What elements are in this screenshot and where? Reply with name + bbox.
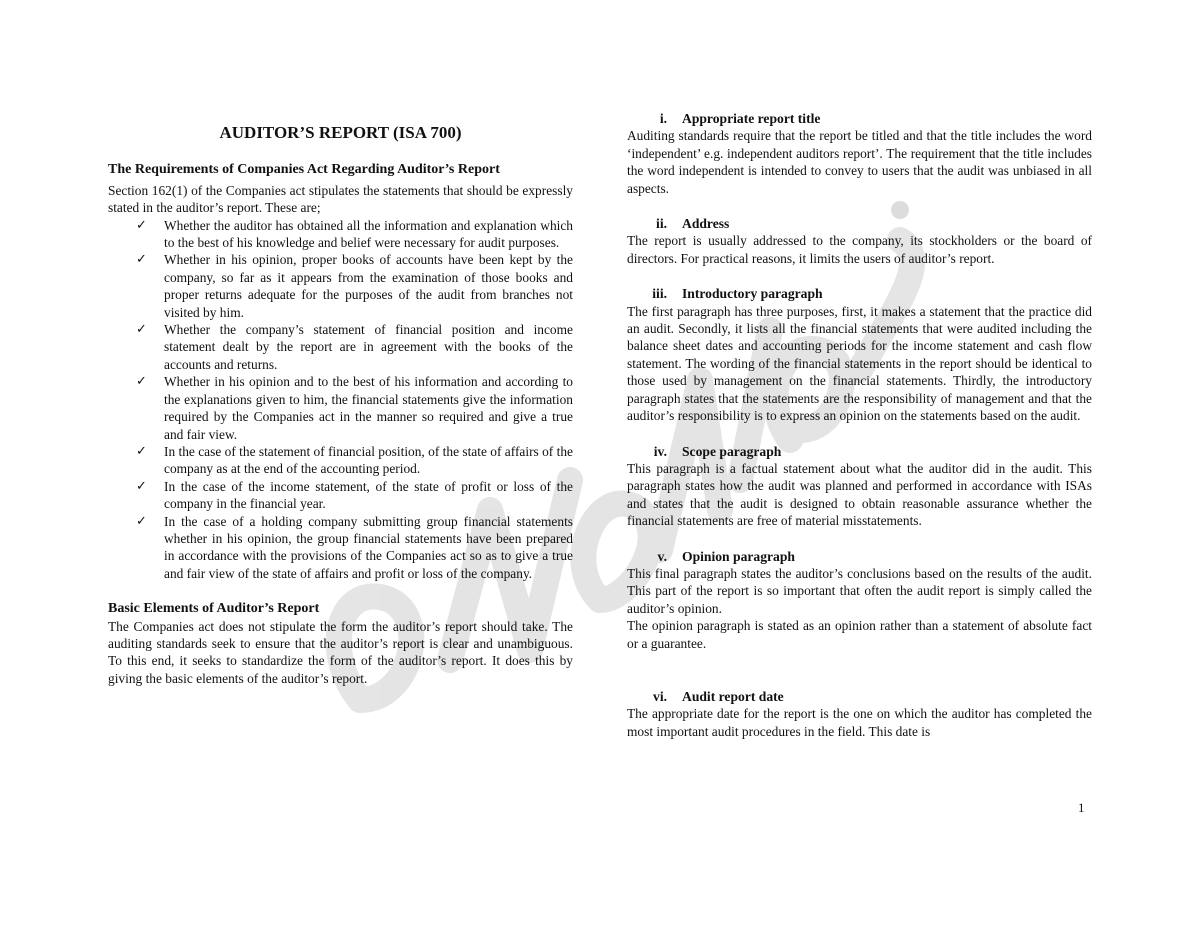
- checkmark-icon: ✓: [136, 252, 147, 268]
- section-text-basic-elements: The Companies act does not stipulate the form the auditor’s report should take. The auditing standards seek to ensure that the auditor’s report is clear and unambiguous. To this end, it seeks to standardize the form of the auditor’s report. It does this by giving the basic elements of the auditor’s report.: [108, 618, 573, 686]
- checkmark-icon: ✓: [136, 322, 147, 338]
- list-item: ✓ Whether in his opinion, proper books of accounts have been kept by the company, so far as it appears from the examination of those books and proper returns adequate for the purposes of the audit from branches not visited by him.: [136, 252, 573, 320]
- text-address: The report is usually addressed to the company, its stockholders or the board of directors. For practical reasons, it limits the users of auditor’s report.: [627, 233, 1092, 266]
- heading-address: ii. Address: [656, 216, 730, 232]
- list-item: ✓ In the case of the statement of financial position, of the state of affairs of the company as at the end of the accounting period.: [136, 443, 573, 477]
- section-heading-requirements: The Requirements of Companies Act Regarding Auditor’s Report: [108, 162, 500, 178]
- checkmark-icon: ✓: [136, 478, 147, 494]
- requirements-list: [108, 217, 573, 583]
- heading-opinion: v. Opinion paragraph: [657, 548, 795, 564]
- list-item: ✓ Whether the company’s statement of financial position and income statement dealt by the report are in agreement with the books of the accounts and returns.: [136, 322, 573, 372]
- list-item: ✓ Whether in his opinion and to the best of his information and according to the explanations given to him, the financial statements give the information required by the Companies act in the manner so required and give a true and fair view.: [136, 374, 573, 442]
- page-number: 1: [1078, 800, 1085, 815]
- checkmark-icon: ✓: [136, 513, 147, 529]
- right-column: [627, 110, 1092, 740]
- document-title: AUDITOR’S REPORT (ISA 700): [219, 123, 462, 142]
- text-opinion-2: The opinion paragraph is stated as an opinion rather than a statement of absolute fact or a guarantee.: [627, 618, 1092, 651]
- text-report-title: Auditing standards require that the report be titled and that the title includes the word ‘independent’ e.g. independent auditors report’. The requirement that the title includes the word independent is intended to convey to users that the audit was unbiased in all aspects.: [627, 128, 1092, 196]
- text-scope: This paragraph is a factual statement about what the auditor did in the audit. This paragraph states how the audit was planned and performed in accordance with ISAs and states that the audit is designed to obtain reasonable assurance whether the financial statements are free of material misstatements.: [627, 460, 1092, 529]
- heading-report-title: i. Appropriate report title: [659, 111, 821, 126]
- list-item: ✓ Whether the auditor has obtained all the information and explanation which to the best of his knowledge and belief were necessary for audit purposes.: [136, 217, 573, 251]
- checkmark-icon: ✓: [136, 217, 147, 233]
- text-opinion-1: This final paragraph states the auditor’s conclusions based on the results of the audit. This part of the report is so important that often the audit report is simply called the auditor’s opinion.: [627, 565, 1092, 616]
- heading-scope: iv. Scope paragraph: [653, 443, 782, 459]
- left-column: [108, 110, 573, 687]
- text-report-date: The appropriate date for the report is the one on which the auditor has completed the most important audit procedures in the field. This date is: [627, 706, 1092, 739]
- list-item: ✓ In the case of the income statement, of the state of profit or loss of the company in the financial year.: [136, 478, 573, 512]
- checkmark-icon: ✓: [136, 443, 147, 459]
- section-heading-basic-elements: Basic Elements of Auditor’s Report: [108, 601, 320, 617]
- text-introductory: The first paragraph has three purposes, first, it makes a statement that the practice did an audit. Secondly, it lists all the financial statements that were audited including the balance sheet dates and accounting periods for the income statement and cash flow statement. The wording of the financial statements in the report should be identical to those used by management on the financial statements. Thirdly, the introductory paragraph states that the statements are the responsibility of management and that the auditor’s responsibility is to express an opinion on the statements based on the audit.: [627, 303, 1092, 424]
- heading-introductory: iii. Introductory paragraph: [652, 286, 823, 302]
- section-intro: Section 162(1) of the Companies act stipulates the statements that should be expressly stated in the auditor’s report. These are;: [108, 182, 573, 216]
- heading-report-date: vi. Audit report date: [653, 688, 784, 704]
- list-item: ✓ In the case of a holding company submitting group financial statements whether in his opinion, the group financial statements have been prepared in accordance with the provisions of the Companies act so as to give a true and fair view of the state of affairs and profit or loss of the company.: [136, 513, 573, 581]
- checkmark-icon: ✓: [136, 374, 147, 390]
